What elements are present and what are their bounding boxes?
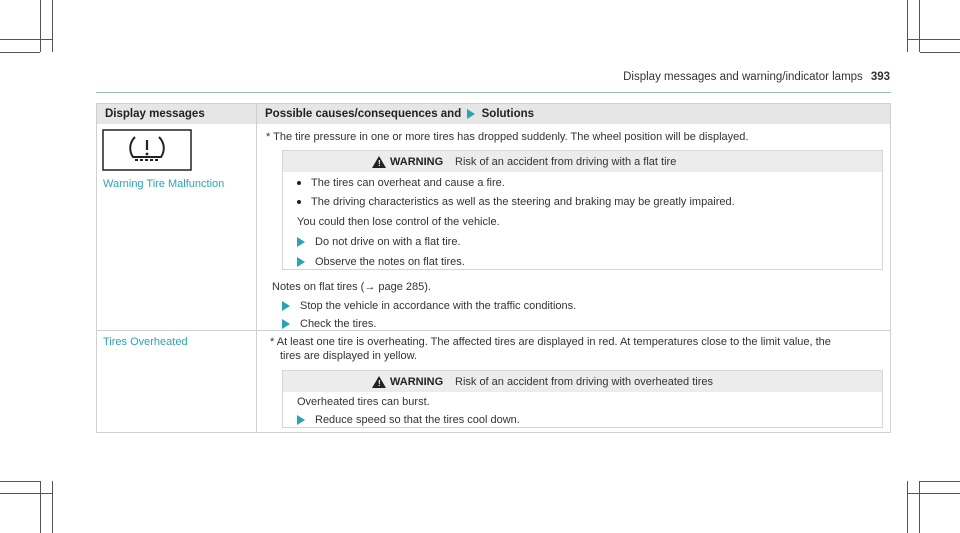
- page-number: 393: [870, 71, 890, 83]
- step-item: Do not drive on with a flat tire.: [297, 235, 461, 249]
- crop-mark: [0, 39, 52, 40]
- table-header: [97, 104, 890, 124]
- warning-triangle-icon: !: [372, 156, 386, 168]
- crop-mark: [919, 0, 920, 52]
- notes-line: Notes on flat tires (→ page 285).: [272, 281, 431, 293]
- crop-mark: [907, 481, 908, 533]
- warning-note: You could then lose control of the vehicle.: [297, 216, 500, 228]
- warning-label: WARNING: [390, 376, 444, 388]
- crop-mark: [907, 493, 960, 494]
- list-item: The tires can overheat and cause a fire.: [297, 176, 505, 190]
- crop-mark: [907, 0, 908, 52]
- crop-mark: [920, 52, 960, 53]
- cause-intro: * The tire pressure in one or more tires has dropped suddenly. The wheel position will be displayed.: [266, 131, 749, 143]
- message-tires-overheated: Tires Overheated: [103, 336, 188, 348]
- warning-note: Overheated tires can burst.: [297, 396, 430, 408]
- header-rule: [96, 92, 891, 93]
- bullet-icon: [297, 200, 301, 204]
- warning-box: [282, 150, 883, 270]
- list-item: The driving characteristics as well as the steering and braking may be greatly impaired.: [297, 195, 735, 209]
- col-header-messages: Display messages: [105, 108, 205, 120]
- warning-box: [282, 370, 883, 428]
- crop-mark: [0, 493, 52, 494]
- warning-triangle-icon: !: [372, 376, 386, 388]
- arrow-icon: [297, 257, 305, 267]
- step-item: Reduce speed so that the tires cool down.: [297, 413, 520, 427]
- arrow-icon: [282, 301, 290, 311]
- crop-mark: [0, 52, 40, 53]
- crop-mark: [907, 39, 960, 40]
- messages-table: [96, 103, 891, 433]
- step-item: Observe the notes on flat tires.: [297, 255, 465, 269]
- tire-pressure-warning-icon: [102, 129, 192, 171]
- crop-mark: [40, 481, 41, 533]
- crop-mark: [920, 481, 960, 482]
- cause-intro-cont: tires are displayed in yellow.: [280, 350, 417, 362]
- crop-mark: [40, 0, 41, 52]
- col-header-causes-label: Possible causes/consequences and: [265, 108, 462, 120]
- cause-intro: * At least one tire is overheating. The affected tires are displayed in red. At temperatures close to the limit value, the: [270, 336, 831, 348]
- row-divider: [97, 330, 890, 331]
- step-item: Check the tires.: [282, 317, 376, 331]
- warning-text: Risk of an accident from driving with overheated tires: [455, 376, 714, 388]
- warning-text: Risk of an accident from driving with a flat tire: [455, 156, 677, 168]
- crop-mark: [919, 481, 920, 533]
- running-head: [623, 71, 890, 83]
- warning-label: WARNING: [390, 156, 444, 168]
- arrow-icon: [467, 109, 475, 119]
- step-item: Stop the vehicle in accordance with the traffic conditions.: [282, 299, 576, 313]
- arrow-icon: [282, 319, 290, 329]
- running-head-title: Display messages and warning/indicator lamps: [623, 71, 863, 83]
- arrow-icon: [297, 415, 305, 425]
- crop-mark: [0, 481, 40, 482]
- message-warning-tire-malfunction: Warning Tire Malfunction: [103, 178, 225, 190]
- bullet-icon: [297, 181, 301, 185]
- column-divider: [256, 104, 257, 432]
- col-header-causes: [265, 108, 534, 120]
- crop-mark: [52, 481, 53, 533]
- crop-mark: [52, 0, 53, 52]
- col-header-solutions-label: Solutions: [481, 108, 535, 120]
- arrow-icon: [297, 237, 305, 247]
